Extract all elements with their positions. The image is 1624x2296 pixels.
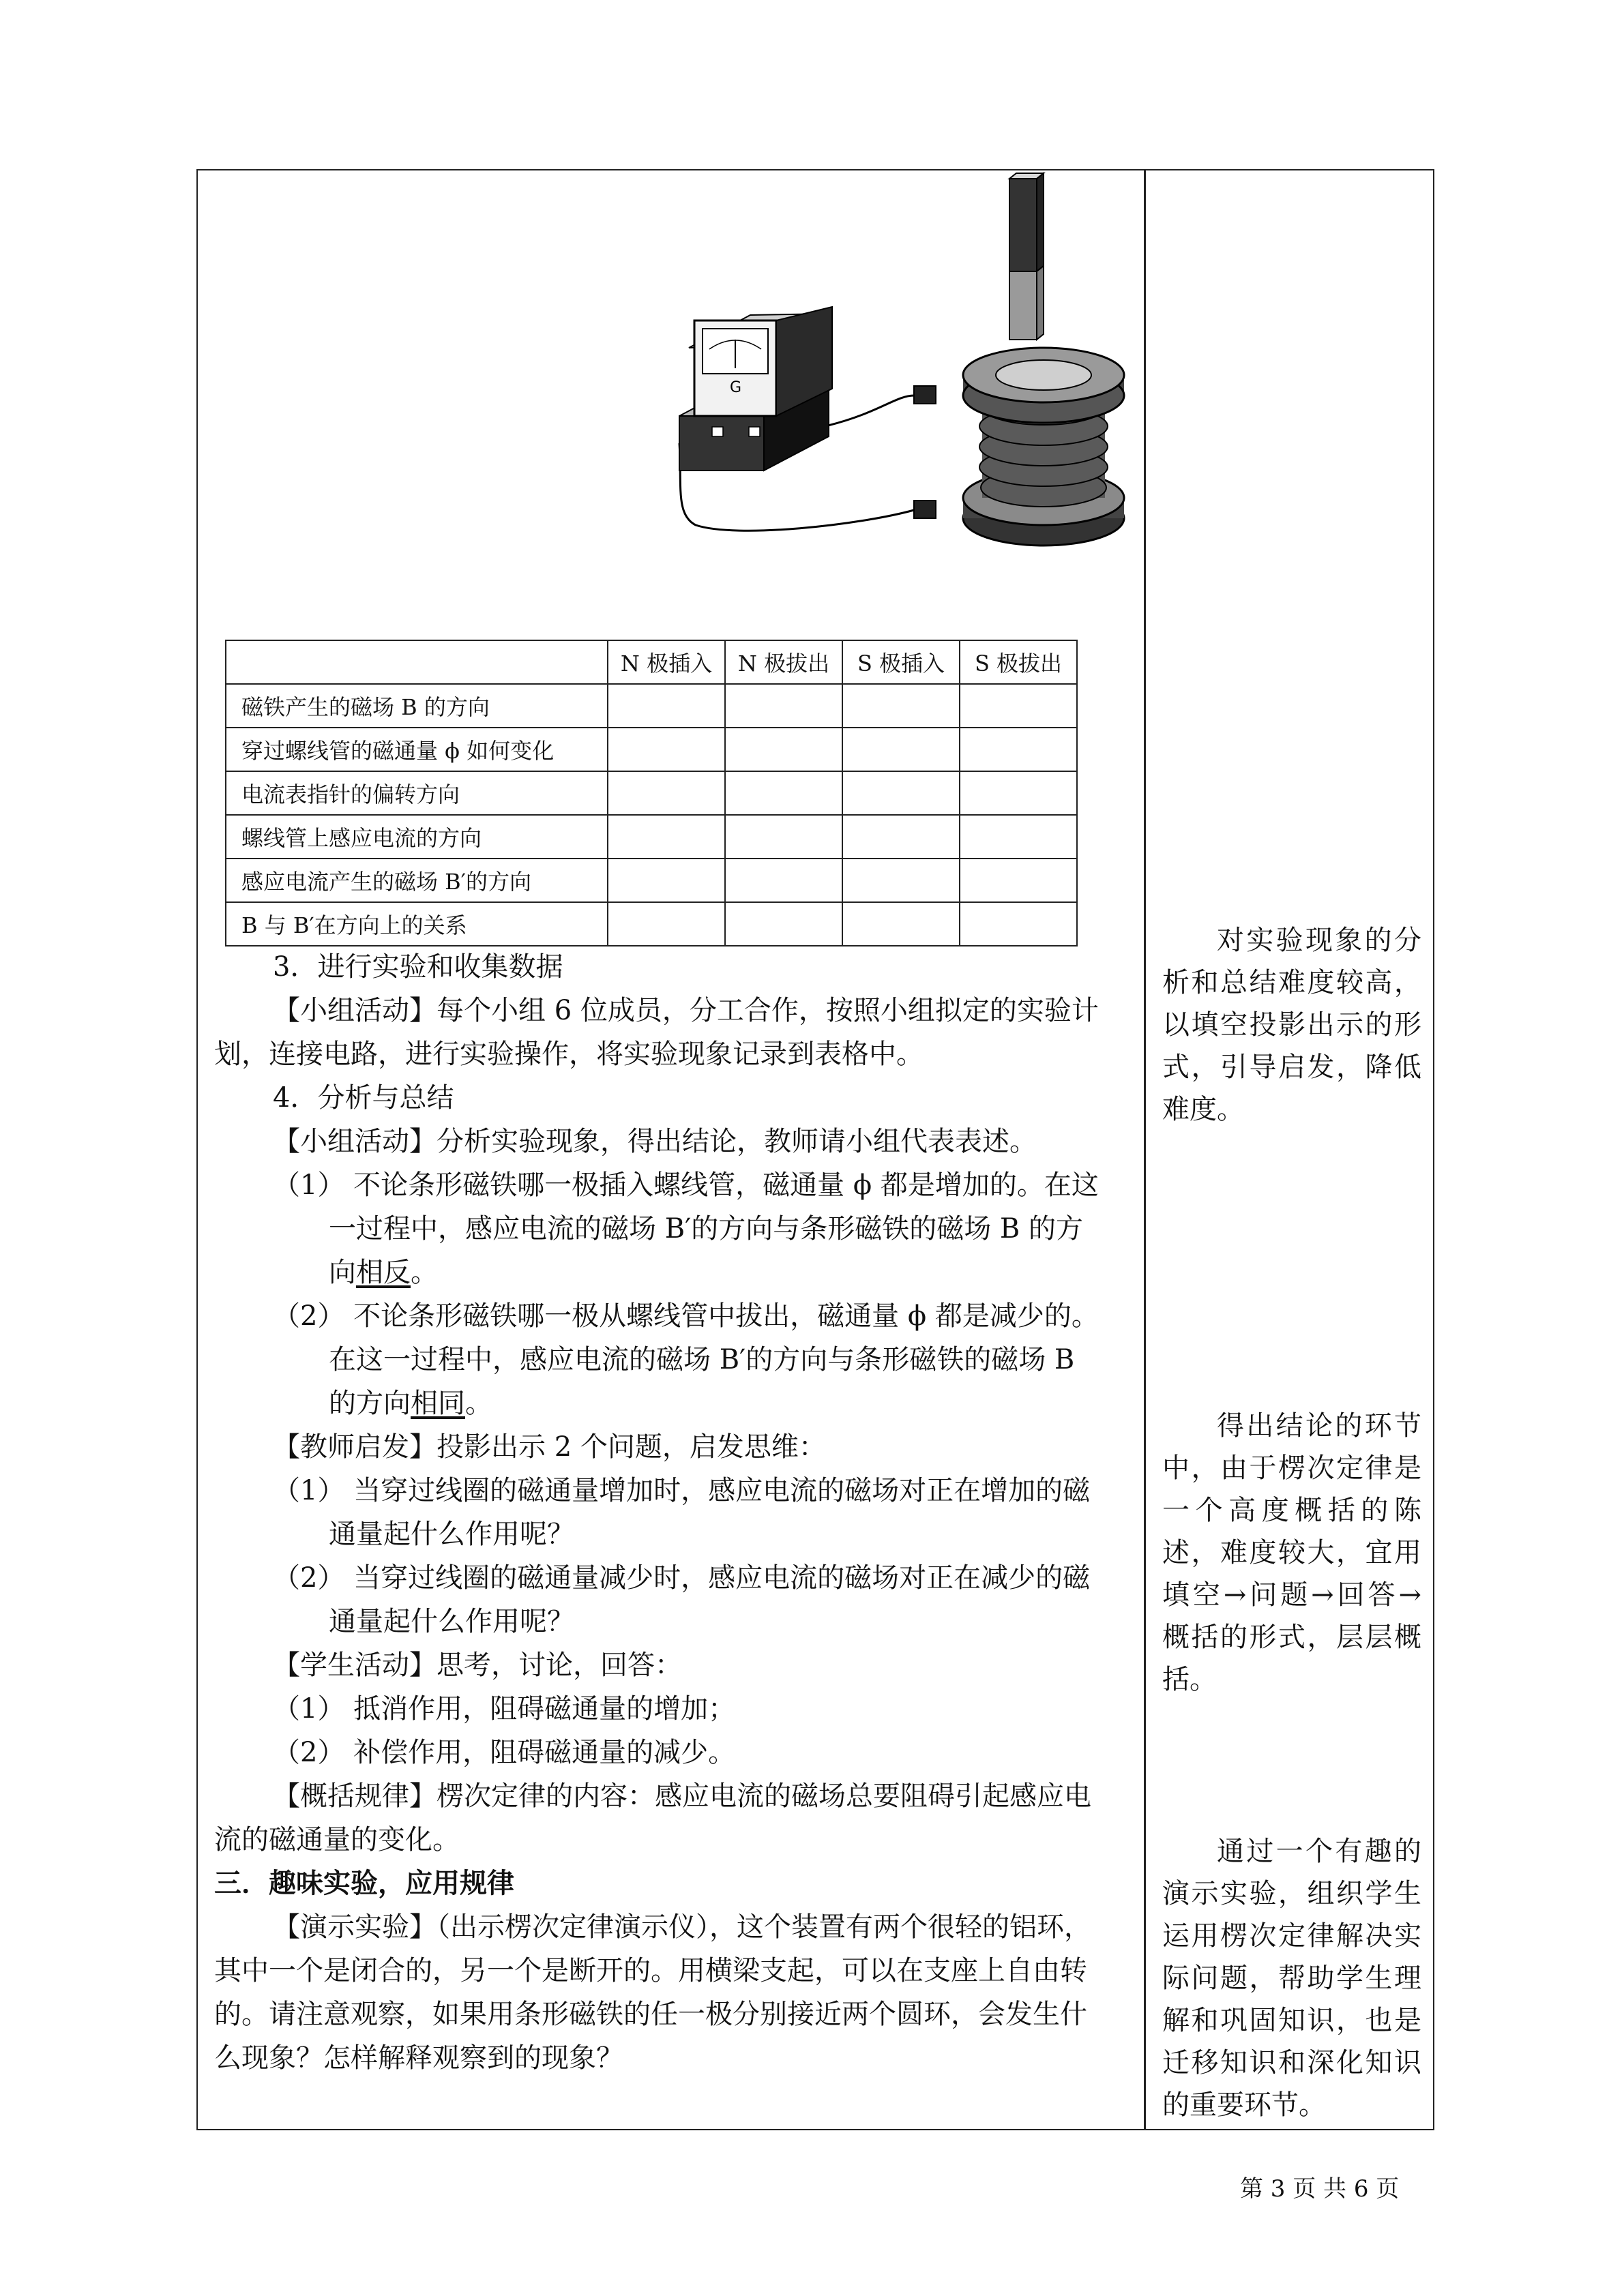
step3-paragraph-line: 划，连接电路，进行实验操作，将实验现象记录到表格中。	[214, 1039, 924, 1070]
teacher-prompt-heading: 【教师启发】投影出示 2 个问题，启发思维：	[273, 1431, 826, 1463]
table-header-cell: S 极拔出	[960, 640, 1077, 684]
design-note-3: 通过一个有趣的演示实验，组织学生运用楞次定律解决实际问题，帮助学生理解和巩固知识，也是迁移知识和深化知识的重要环节。	[1162, 1836, 1421, 2121]
design-note-2: 得出结论的环节中，由于楞次定律是一个高度概括的陈述，难度较大，宜用填空→问题→回答→概括的形式，层层概括。	[1162, 1410, 1421, 1695]
page-number: 第 3 页 共 6 页	[1240, 2175, 1400, 2203]
question-1-line: 通量起什么作用呢？	[329, 1519, 574, 1550]
student-activity-heading: 【学生活动】思考，讨论，回答：	[273, 1650, 682, 1681]
conclusion-1-line	[329, 1256, 438, 1289]
row-label: 感应电流产生的磁场 B′的方向	[226, 859, 608, 902]
fill-in-answer-opposite: 相反	[356, 1257, 411, 1288]
conclusion-1-suffix: 。	[411, 1257, 438, 1288]
conclusion-2-line	[329, 1387, 492, 1420]
table-header-cell: S 极插入	[842, 640, 960, 684]
row-label: B 与 B′在方向上的关系	[226, 902, 608, 946]
main-column	[198, 170, 1143, 2129]
step3-paragraph-line: 【小组活动】每个小组 6 位成员，分工合作，按照小组拟定的实验计	[273, 995, 1099, 1026]
row-label: 电流表指针的偏转方向	[226, 771, 608, 815]
step4-heading: 4．分析与总结	[273, 1082, 454, 1114]
conclusion-1-prefix: 向	[329, 1257, 356, 1288]
conclusion-2-suffix: 。	[465, 1388, 492, 1419]
summary-rule-line: 【概括规律】楞次定律的内容：感应电流的磁场总要阻碍引起感应电	[273, 1780, 1091, 1812]
question-2-line: 通量起什么作用呢？	[329, 1606, 574, 1637]
design-note-1: 对实验现象的分析和总结难度较高，以填空投影出示的形式，引导启发，降低难度。	[1162, 925, 1421, 1125]
table-header-cell: N 极插入	[608, 640, 725, 684]
step4-paragraph: 【小组活动】分析实验现象，得出结论，教师请小组代表表述。	[273, 1126, 1037, 1157]
design-notes-column	[1146, 170, 1433, 2129]
row-label: 螺线管上感应电流的方向	[226, 815, 608, 859]
galvanometer-label: G	[730, 379, 742, 396]
demo-experiment-line: 的。请注意观察，如果用条形磁铁的任一极分别接近两个圆环，会发生什	[214, 1999, 1087, 2030]
question-2-line: （2） 当穿过线圈的磁通量减少时，感应电流的磁场对正在减少的磁	[273, 1562, 1091, 1594]
conclusion-2-line: （2） 不论条形磁铁哪一极从螺线管中拔出，磁通量 ϕ 都是减少的。	[273, 1300, 1099, 1332]
demo-experiment-line: 【演示实验】（出示楞次定律演示仪），这个装置有两个很轻的铝环，	[273, 1911, 1091, 1943]
answer-2: （2） 补偿作用，阻碍磁通量的减少。	[273, 1737, 736, 1768]
fill-in-answer-same: 相同	[411, 1388, 465, 1419]
conclusion-1-line: （1） 不论条形磁铁哪一极插入螺线管，磁通量 ϕ 都是增加的。在这	[273, 1169, 1099, 1201]
demo-experiment-line: 其中一个是闭合的，另一个是断开的。用横梁支起，可以在支座上自由转	[214, 1955, 1087, 1986]
answer-1: （1） 抵消作用，阻碍磁通量的增加；	[273, 1693, 736, 1725]
step3-heading: 3．进行实验和收集数据	[273, 951, 563, 983]
lesson-body	[198, 170, 1143, 2129]
row-label: 磁铁产生的磁场 B 的方向	[226, 684, 608, 728]
table-header-cell: N 极拔出	[725, 640, 842, 684]
summary-rule-line: 流的磁通量的变化。	[214, 1824, 460, 1855]
demo-experiment-line: 么现象？怎样解释观察到的现象？	[214, 2042, 623, 2074]
conclusion-2-line: 在这一过程中，感应电流的磁场 B′的方向与条形磁铁的磁场 B	[329, 1344, 1075, 1375]
question-1-line: （1） 当穿过线圈的磁通量增加时，感应电流的磁场对正在增加的磁	[273, 1475, 1091, 1506]
section-3-heading: 三．趣味实验，应用规律	[214, 1868, 514, 1899]
conclusion-2-prefix: 的方向	[329, 1388, 411, 1419]
row-label: 穿过螺线管的磁通量 ϕ 如何变化	[226, 728, 608, 771]
conclusion-1-line: 一过程中，感应电流的磁场 B′的方向与条形磁铁的磁场 B 的方	[329, 1213, 1084, 1244]
